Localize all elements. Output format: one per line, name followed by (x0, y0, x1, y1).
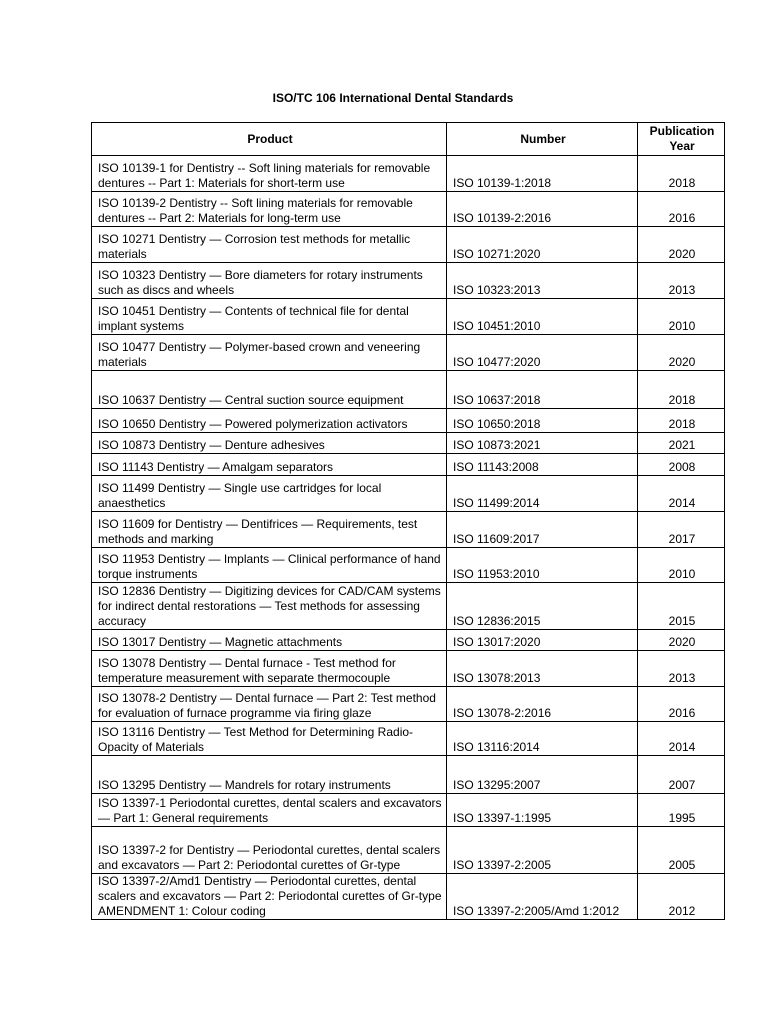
header-number: Number (447, 123, 638, 156)
product-cell: ISO 10873 Dentistry — Denture adhesives (92, 433, 447, 454)
number-cell: ISO 13116:2014 (447, 722, 638, 756)
year-cell: 2018 (638, 371, 725, 409)
number-cell: ISO 13397-1:1995 (447, 794, 638, 827)
number-cell: ISO 11499:2014 (447, 476, 638, 512)
product-cell: ISO 10139-2 Dentistry -- Soft lining materials for removable dentures -- Part 2: Materials for long-term use (92, 192, 447, 227)
number-cell: ISO 11609:2017 (447, 512, 638, 548)
table-header-row (92, 123, 725, 156)
product-cell: ISO 10477 Dentistry — Polymer-based crown and veneering materials (92, 335, 447, 371)
number-cell: ISO 13397-2:2005 (447, 827, 638, 874)
table-row (92, 512, 725, 548)
year-cell: 2017 (638, 512, 725, 548)
product-cell: ISO 13397-1 Periodontal curettes, dental scalers and excavators — Part 1: General requirements (92, 794, 447, 827)
year-cell: 2014 (638, 722, 725, 756)
header-product: Product (92, 123, 447, 156)
table-row (92, 454, 725, 476)
table-row (92, 583, 725, 630)
year-cell: 2018 (638, 156, 725, 192)
table-row (92, 263, 725, 299)
number-cell: ISO 13017:2020 (447, 630, 638, 651)
product-cell: ISO 10451 Dentistry — Contents of technical file for dental implant systems (92, 299, 447, 335)
product-cell: ISO 10323 Dentistry — Bore diameters for rotary instruments such as discs and wheels (92, 263, 447, 299)
table-row (92, 630, 725, 651)
year-cell: 2020 (638, 630, 725, 651)
number-cell: ISO 12836:2015 (447, 583, 638, 630)
number-cell: ISO 13078-2:2016 (447, 687, 638, 722)
year-cell: 1995 (638, 794, 725, 827)
number-cell: ISO 10873:2021 (447, 433, 638, 454)
product-cell: ISO 10650 Dentistry — Powered polymerization activators (92, 409, 447, 433)
year-cell: 2012 (638, 874, 725, 920)
product-cell: ISO 13078-2 Dentistry — Dental furnace — Part 2: Test method for evaluation of furnace programme via firing glaze (92, 687, 447, 722)
number-cell: ISO 10650:2018 (447, 409, 638, 433)
number-cell: ISO 10271:2020 (447, 227, 638, 263)
number-cell: ISO 10451:2010 (447, 299, 638, 335)
number-cell: ISO 11143:2008 (447, 454, 638, 476)
product-cell: ISO 11609 for Dentistry — Dentifrices — Requirements, test methods and marking (92, 512, 447, 548)
product-cell: ISO 13116 Dentistry — Test Method for Determining Radio-Opacity of Materials (92, 722, 447, 756)
table-row (92, 794, 725, 827)
product-cell: ISO 11499 Dentistry — Single use cartridges for local anaesthetics (92, 476, 447, 512)
year-cell: 2018 (638, 409, 725, 433)
number-cell: ISO 13397-2:2005/Amd 1:2012 (447, 874, 638, 920)
year-cell: 2008 (638, 454, 725, 476)
table-row (92, 299, 725, 335)
year-cell: 2005 (638, 827, 725, 874)
table-row (92, 409, 725, 433)
number-cell: ISO 10637:2018 (447, 371, 638, 409)
product-cell: ISO 13397-2/Amd1 Dentistry — Periodontal curettes, dental scalers and excavators — Part 2: Periodontal curettes of Gr-type AMENDMENT 1: Colour coding (92, 874, 447, 920)
number-cell: ISO 10139-2:2016 (447, 192, 638, 227)
number-cell: ISO 13295:2007 (447, 756, 638, 794)
number-cell: ISO 13078:2013 (447, 651, 638, 687)
year-cell: 2007 (638, 756, 725, 794)
number-cell: ISO 11953:2010 (447, 548, 638, 583)
year-cell: 2016 (638, 687, 725, 722)
product-cell: ISO 13295 Dentistry — Mandrels for rotary instruments (92, 756, 447, 794)
product-cell: ISO 13397-2 for Dentistry — Periodontal curettes, dental scalers and excavators — Part 2: Periodontal curettes of Gr-type (92, 827, 447, 874)
table-row (92, 651, 725, 687)
page-title: ISO/TC 106 International Dental Standards (272, 91, 514, 105)
table-row (92, 722, 725, 756)
year-cell: 2010 (638, 548, 725, 583)
table-row (92, 687, 725, 722)
product-cell: ISO 13078 Dentistry — Dental furnace - Test method for temperature measurement with separate thermocouple (92, 651, 447, 687)
table-row (92, 335, 725, 371)
year-cell: 2020 (638, 227, 725, 263)
table-row (92, 192, 725, 227)
year-cell: 2013 (638, 651, 725, 687)
year-cell: 2013 (638, 263, 725, 299)
table-body (92, 156, 725, 920)
number-cell: ISO 10323:2013 (447, 263, 638, 299)
product-cell: ISO 11953 Dentistry — Implants — Clinical performance of hand torque instruments (92, 548, 447, 583)
table-row (92, 371, 725, 409)
table-row (92, 548, 725, 583)
header-publication-year: Publication Year (638, 123, 725, 156)
product-cell: ISO 10637 Dentistry — Central suction source equipment (92, 371, 447, 409)
year-cell: 2016 (638, 192, 725, 227)
table-row (92, 476, 725, 512)
table-row (92, 874, 725, 920)
year-cell: 2015 (638, 583, 725, 630)
number-cell: ISO 10477:2020 (447, 335, 638, 371)
product-cell: ISO 10271 Dentistry — Corrosion test methods for metallic materials (92, 227, 447, 263)
table-row (92, 156, 725, 192)
table-row (92, 433, 725, 454)
year-cell: 2010 (638, 299, 725, 335)
table-row (92, 227, 725, 263)
standards-table (91, 122, 725, 920)
year-cell: 2014 (638, 476, 725, 512)
year-cell: 2020 (638, 335, 725, 371)
year-cell: 2021 (638, 433, 725, 454)
product-cell: ISO 13017 Dentistry — Magnetic attachments (92, 630, 447, 651)
product-cell: ISO 10139-1 for Dentistry -- Soft lining materials for removable dentures -- Part 1: Materials for short-term use (92, 156, 447, 192)
number-cell: ISO 10139-1:2018 (447, 156, 638, 192)
product-cell: ISO 11143 Dentistry — Amalgam separators (92, 454, 447, 476)
product-cell: ISO 12836 Dentistry — Digitizing devices for CAD/CAM systems for indirect dental restorations — Test methods for assessing accuracy (92, 583, 447, 630)
table-row (92, 827, 725, 874)
table-row (92, 756, 725, 794)
